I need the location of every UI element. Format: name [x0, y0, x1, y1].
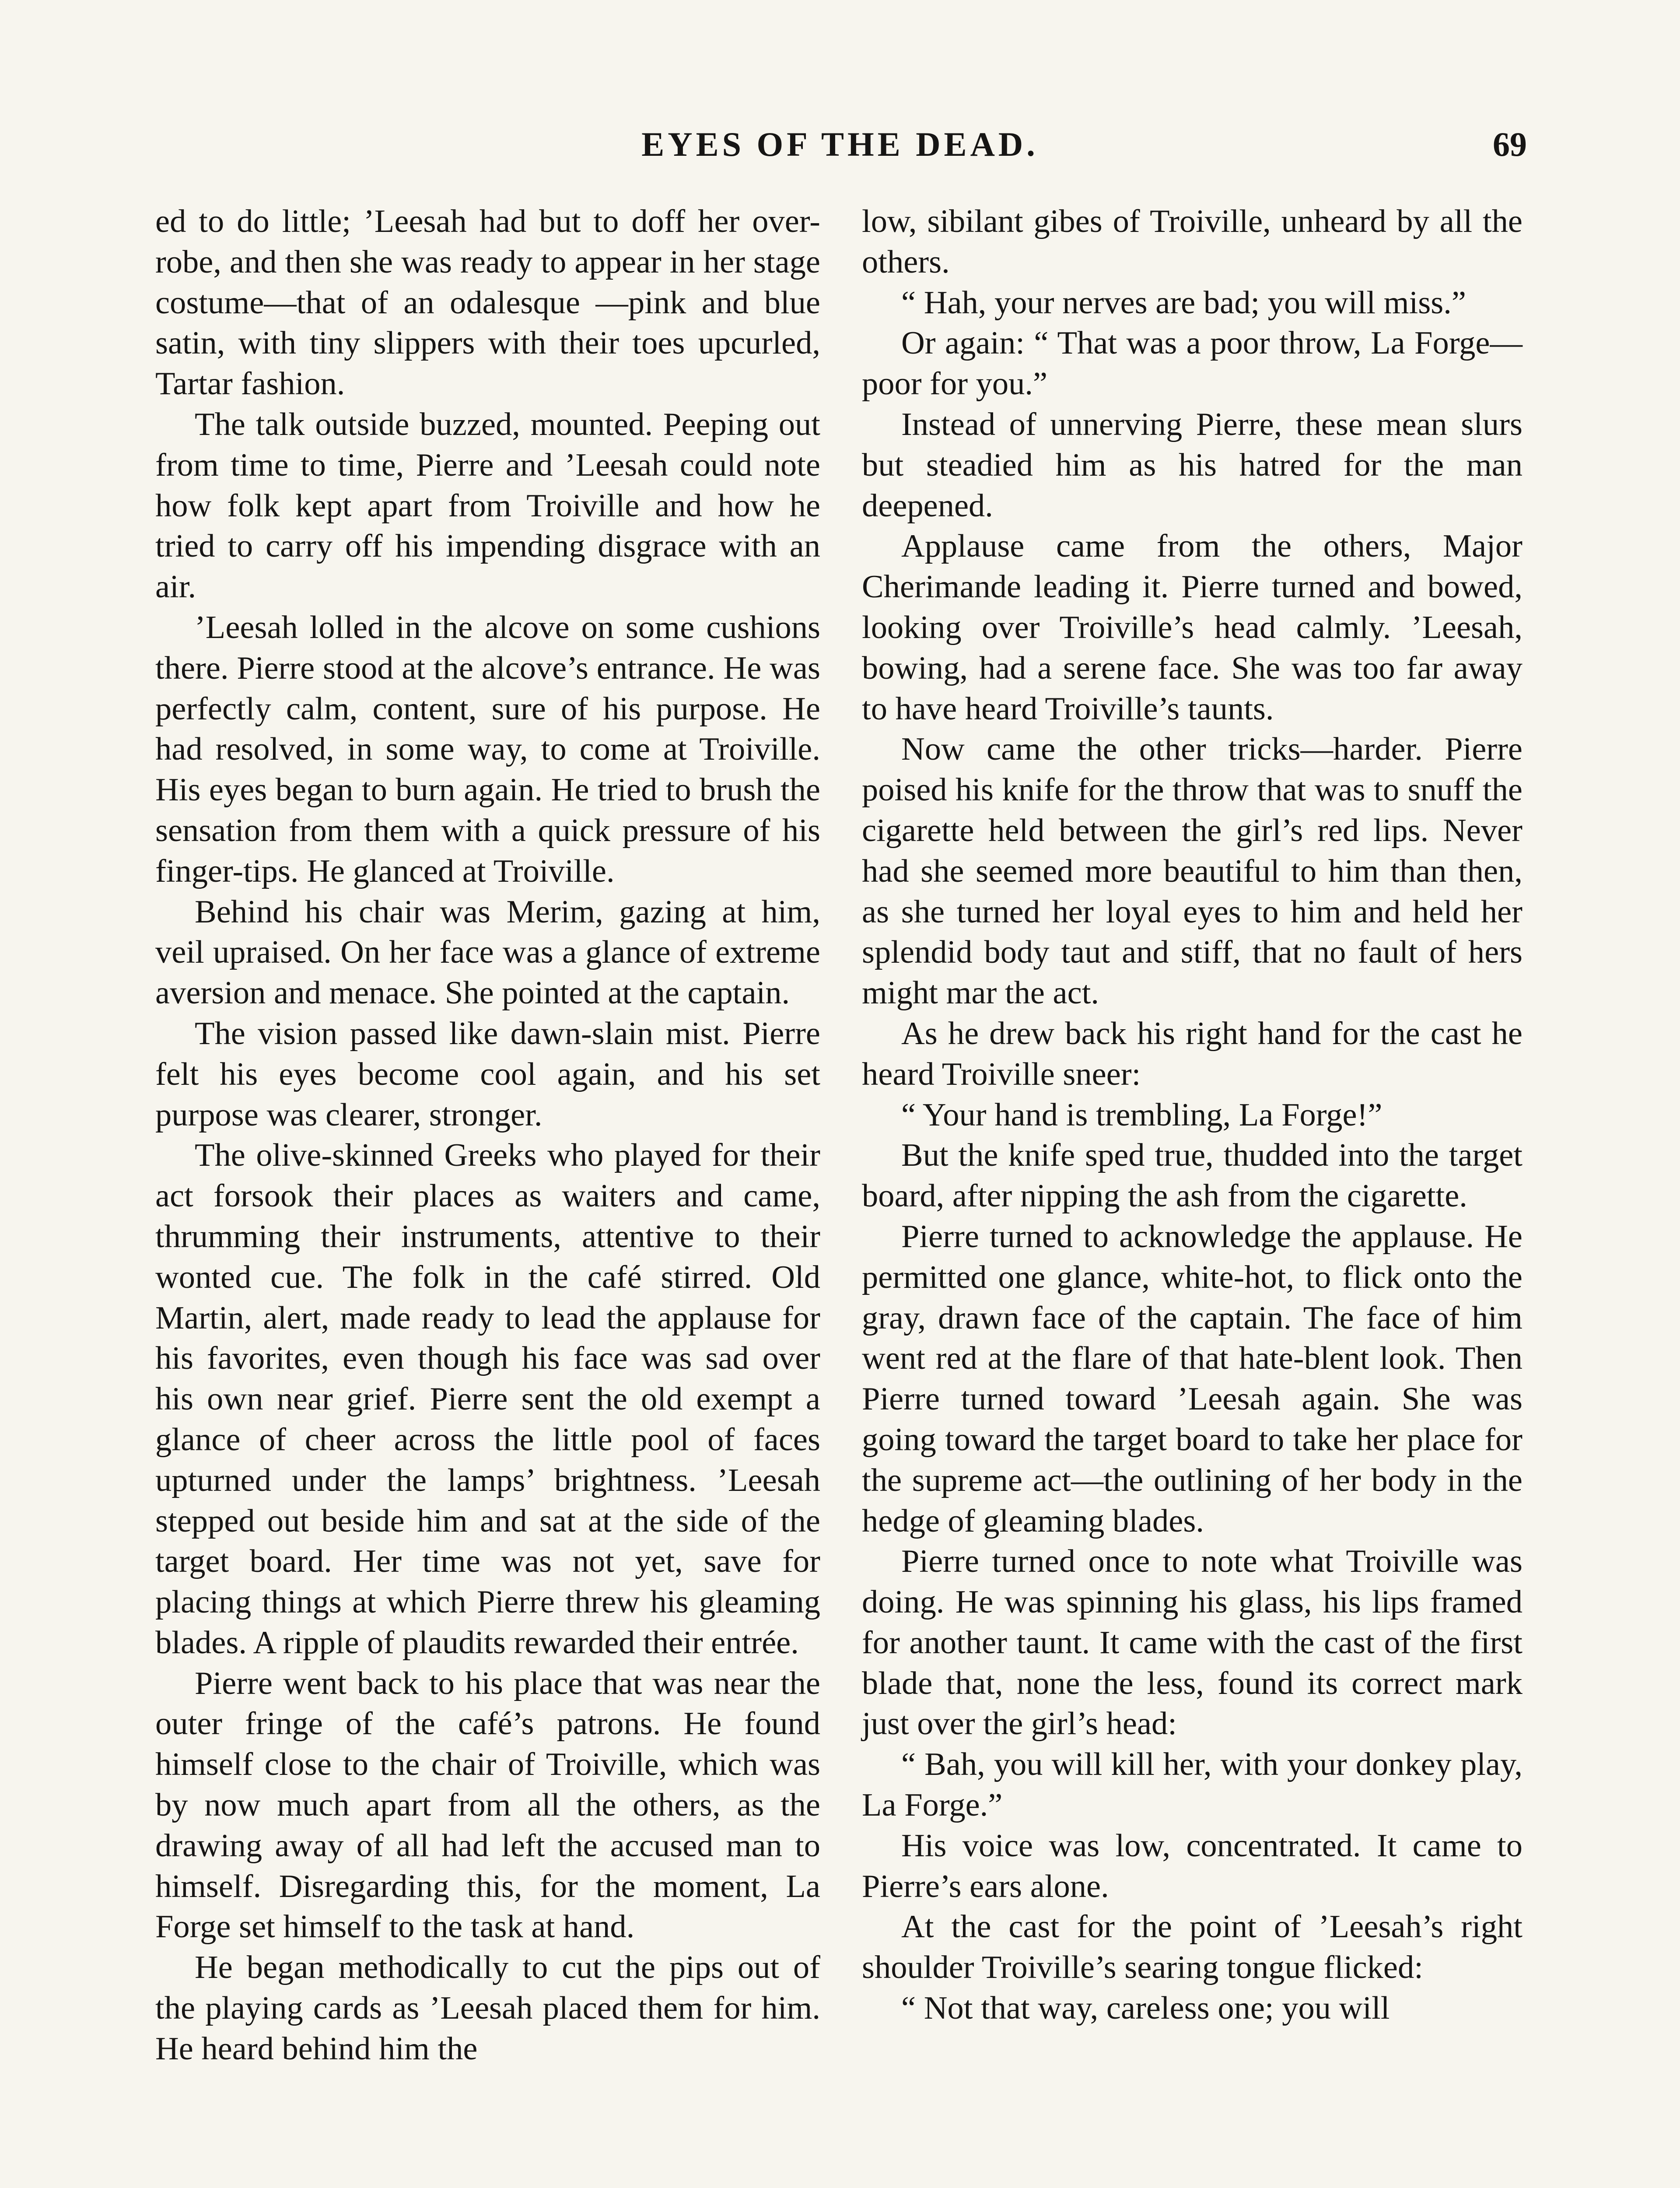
paragraph: ed to do little; ’Leesah had but to doff her over-robe, and then she was ready to appear in her stage costume—that of an odalesque —pink and blue satin, with tiny slippers with their toes upcurled, Tartar fashion. [155, 203, 820, 402]
paragraph: At the cast for the point of ’Leesah’s right shoulder Troiville’s searing tongue flicked: [862, 1909, 1522, 1986]
paragraph: Instead of unnerving Pierre, these mean slurs but steadied him as his hatred for the man deepened. [862, 406, 1522, 524]
paragraph: Or again: “ That was a poor throw, La Forge—poor for you.” [862, 325, 1522, 402]
paragraph: His voice was low, concentrated. It came to Pierre’s ears alone. [862, 1827, 1522, 1904]
paragraph: “ Your hand is trembling, La Forge!” [901, 1097, 1382, 1133]
paragraph: “ Not that way, careless one; you will [901, 1990, 1390, 2027]
paragraph: The talk outside buzzed, mounted. Peeping out from time to time, Pierre and ’Leesah could note how folk kept apart from Troiville and how he tried to carry off his impending disgrace with an air. [155, 406, 820, 605]
right-text-column [862, 201, 1522, 2029]
paragraph: Pierre turned to acknowledge the applause. He permitted one glance, white-hot, to flick onto the gray, drawn face of the captain. The face of him went red at the flare of that hate-blent look. Then Pierre turned toward ’Leesah again. She was going toward the target board to take her place for the supreme act—the outlining of her body in the hedge of gleaming blades. [862, 1218, 1522, 1539]
paragraph: Applause came from the others, Major Cherimande leading it. Pierre turned and bowed, looking over Troiville’s head calmly. ’Leesah, bowing, had a serene face. She was too far away to have heard Troiville’s taunts. [862, 528, 1522, 727]
paragraph: Behind his chair was Merim, gazing at him, veil upraised. On her face was a glance of extreme aversion and menace. She pointed at the captain. [155, 894, 820, 1011]
paragraph: He began methodically to cut the pips out of the playing cards as ’Leesah placed them for him. He heard behind him the [155, 1950, 820, 2067]
paragraph: Now came the other tricks—harder. Pierre poised his knife for the throw that was to snuff the cigarette held between the girl’s red lips. Never had she seemed more beautiful to him than then, as she turned her loyal eyes to him and held her splendid body taut and stiff, that no fault of hers might mar the act. [862, 731, 1522, 1011]
paragraph: The olive-skinned Greeks who played for their act forsook their places as waiters and came, thrumming their instruments, attentive to their wonted cue. The folk in the café stirred. Old Martin, alert, made ready to lead the applause for his favorites, even though his face was sad over his own near grief. Pierre sent the old exempt a glance of cheer across the little pool of faces upturned under the lamps’ brightness. ’Leesah stepped out beside him and sat at the side of the target board. Her time was not yet, save for placing things at which Pierre threw his gleaming blades. A ripple of plaudits rewarded their entrée. [155, 1137, 820, 1661]
paragraph: The vision passed like dawn-slain mist. Pierre felt his eyes become cool again, and his set purpose was clearer, stronger. [155, 1015, 820, 1133]
page-number: 69 [1493, 125, 1527, 163]
page-header [153, 125, 1527, 173]
paragraph: Pierre turned once to note what Troiville was doing. He was spinning his glass, his lips framed for another taunt. It came with the cast of the first blade that, none the less, found its correct mark just over the girl’s head: [862, 1543, 1522, 1742]
paragraph: As he drew back his right hand for the cast he heard Troiville sneer: [862, 1015, 1522, 1092]
paragraph: ’Leesah lolled in the alcove on some cushions there. Pierre stood at the alcove’s entrance. He was perfectly calm, content, sure of his purpose. He had resolved, in some way, to come at Troiville. His eyes began to burn again. He tried to brush the sensation from them with a quick pressure of his finger-tips. He glanced at Troiville. [155, 609, 820, 889]
left-text-column [155, 201, 820, 2069]
paragraph: “ Bah, you will kill her, with your donkey play, La Forge.” [862, 1746, 1522, 1823]
paragraph: But the knife sped true, thudded into the target board, after nipping the ash from the cigarette. [862, 1137, 1522, 1214]
paragraph: Pierre went back to his place that was near the outer fringe of the café’s patrons. He found himself close to the chair of Troiville, which was by now much apart from all the others, as the drawing away of all had left the accused man to himself. Disregarding this, for the moment, La Forge set himself to the task at hand. [155, 1665, 820, 1945]
paragraph: low, sibilant gibes of Troiville, unheard by all the others. [862, 203, 1522, 280]
paragraph: “ Hah, your nerves are bad; you will miss.” [901, 284, 1466, 321]
running-head-title: EYES OF THE DEAD. [641, 125, 1039, 163]
